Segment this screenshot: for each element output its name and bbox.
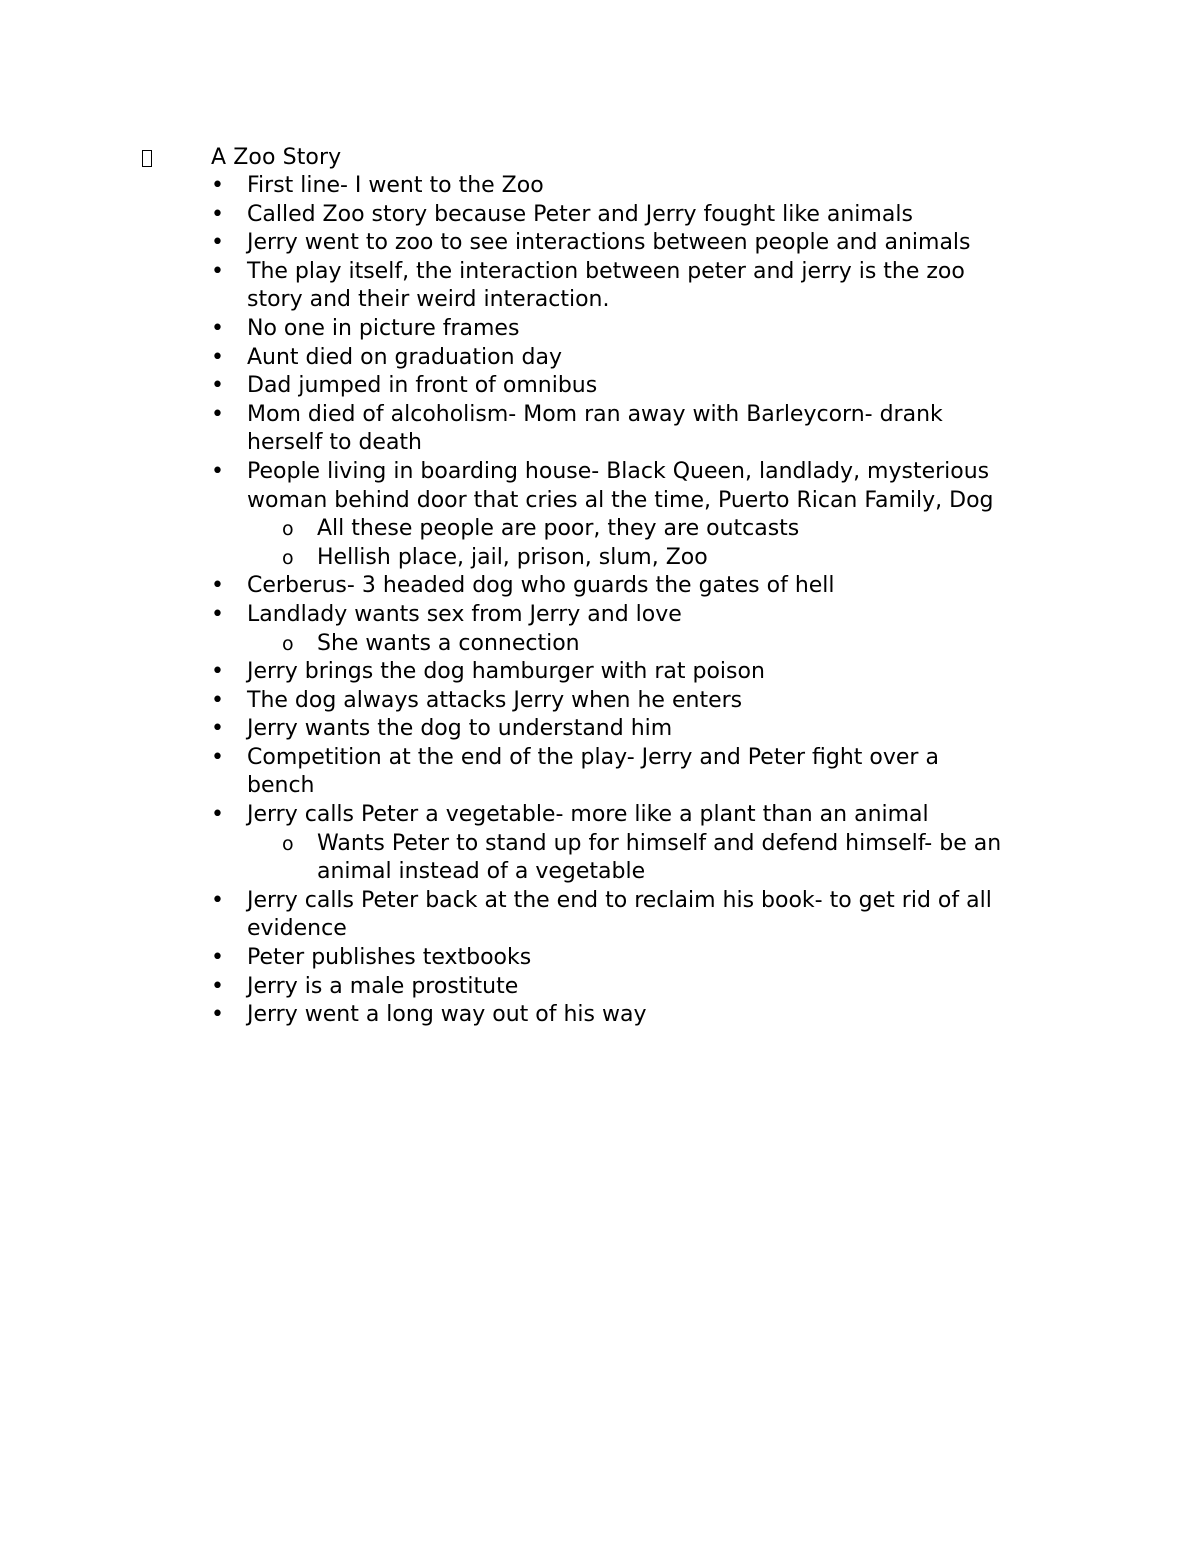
sub-bullet-icon: o <box>282 632 294 655</box>
bullet-icon: • <box>211 802 224 828</box>
list-item-text: bench <box>247 773 315 799</box>
sub-list-item <box>0 544 1200 573</box>
list-item-text: The dog always attacks Jerry when he enters <box>247 687 743 713</box>
bullet-icon: • <box>211 344 224 370</box>
bullet-icon: • <box>211 659 224 685</box>
list-item <box>0 372 1200 401</box>
list-item <box>0 401 1200 458</box>
list-item-text: Jerry went a long way out of his way <box>247 1002 647 1028</box>
list-item-text: People living in boarding house- Black Queen, landlady, mysterious <box>247 458 990 484</box>
missing-glyph-icon <box>142 150 152 167</box>
bullet-icon: • <box>211 687 224 713</box>
list-item-text: animal instead of a vegetable <box>317 859 646 885</box>
list-item-text: evidence <box>247 916 347 942</box>
heading-row <box>142 144 341 172</box>
list-item <box>0 801 1200 830</box>
list-item-text: Jerry brings the dog hamburger with rat poison <box>247 659 765 685</box>
list-item <box>0 601 1200 630</box>
list-item <box>0 572 1200 601</box>
bullet-icon: • <box>211 1002 224 1028</box>
document-heading: A Zoo Story <box>211 145 342 170</box>
bullet-icon: • <box>211 601 224 627</box>
bullet-icon: • <box>211 173 224 198</box>
list-item <box>0 744 1200 801</box>
list-item <box>0 687 1200 716</box>
list-item-text: First line- I went to the Zoo <box>247 173 544 198</box>
list-item-text: story and their weird interaction. <box>247 287 610 313</box>
list-item-text: All these people are poor, they are outcasts <box>317 516 800 542</box>
list-item <box>0 315 1200 344</box>
list-item <box>0 229 1200 258</box>
bullet-icon: • <box>211 716 224 742</box>
list-item <box>0 887 1200 944</box>
bullet-icon: • <box>211 258 224 284</box>
list-item <box>0 458 1200 515</box>
list-item-text: She wants a connection <box>317 630 580 656</box>
list-item <box>0 258 1200 315</box>
bullet-icon: • <box>211 973 224 999</box>
sub-bullet-icon: o <box>282 546 294 569</box>
bullet-icon: • <box>211 458 224 484</box>
bullet-icon: • <box>211 401 224 427</box>
sub-bullet-icon: o <box>282 832 294 855</box>
list-item-text: Landlady wants sex from Jerry and love <box>247 601 682 627</box>
sub-list-item <box>0 830 1200 887</box>
list-item <box>0 172 1200 201</box>
list-item-text: Mom died of alcoholism- Mom ran away with Barleycorn- drank <box>247 401 943 427</box>
sub-list-item <box>0 515 1200 544</box>
list-item <box>0 944 1200 973</box>
note-list <box>0 172 1200 1030</box>
list-item-text: Competition at the end of the play- Jerry and Peter fight over a <box>247 744 939 770</box>
bullet-icon: • <box>211 744 224 770</box>
bullet-icon: • <box>211 315 224 341</box>
list-item-text: Called Zoo story because Peter and Jerry fought like animals <box>247 201 913 227</box>
list-item-text: Jerry is a male prostitute <box>247 973 519 999</box>
bullet-icon: • <box>211 945 224 971</box>
bullet-icon: • <box>211 373 224 399</box>
list-item-text: Jerry calls Peter back at the end to reclaim his book- to get rid of all <box>247 887 992 913</box>
list-item-text: Peter publishes textbooks <box>247 945 532 971</box>
bullet-icon: • <box>211 230 224 256</box>
list-item <box>0 1001 1200 1030</box>
list-item <box>0 344 1200 373</box>
sub-list-item <box>0 630 1200 659</box>
list-item-text: Jerry calls Peter a vegetable- more like a plant than an animal <box>247 802 929 828</box>
list-item <box>0 658 1200 687</box>
list-item-text: herself to death <box>247 430 423 456</box>
list-item-text: Jerry wants the dog to understand him <box>247 716 673 742</box>
list-item-text: Cerberus- 3 headed dog who guards the gates of hell <box>247 573 835 599</box>
bullet-icon: • <box>211 201 224 227</box>
bullet-icon: • <box>211 573 224 599</box>
list-item-text: Aunt died on graduation day <box>247 344 563 370</box>
list-item <box>0 715 1200 744</box>
list-item-text: Wants Peter to stand up for himself and defend himself- be an <box>317 830 1002 856</box>
list-item-text: Jerry went to zoo to see interactions between people and animals <box>247 230 971 256</box>
list-item-text: No one in picture frames <box>247 315 520 341</box>
list-item-text: Hellish place, jail, prison, slum, Zoo <box>317 544 708 570</box>
list-item <box>0 973 1200 1002</box>
list-item-text: woman behind door that cries al the time, Puerto Rican Family, Dog <box>247 487 994 513</box>
bullet-icon: • <box>211 887 224 913</box>
list-item <box>0 201 1200 230</box>
sub-bullet-icon: o <box>282 518 294 541</box>
list-item-text: Dad jumped in front of omnibus <box>247 373 598 399</box>
list-item-text: The play itself, the interaction between peter and jerry is the zoo <box>247 258 965 284</box>
